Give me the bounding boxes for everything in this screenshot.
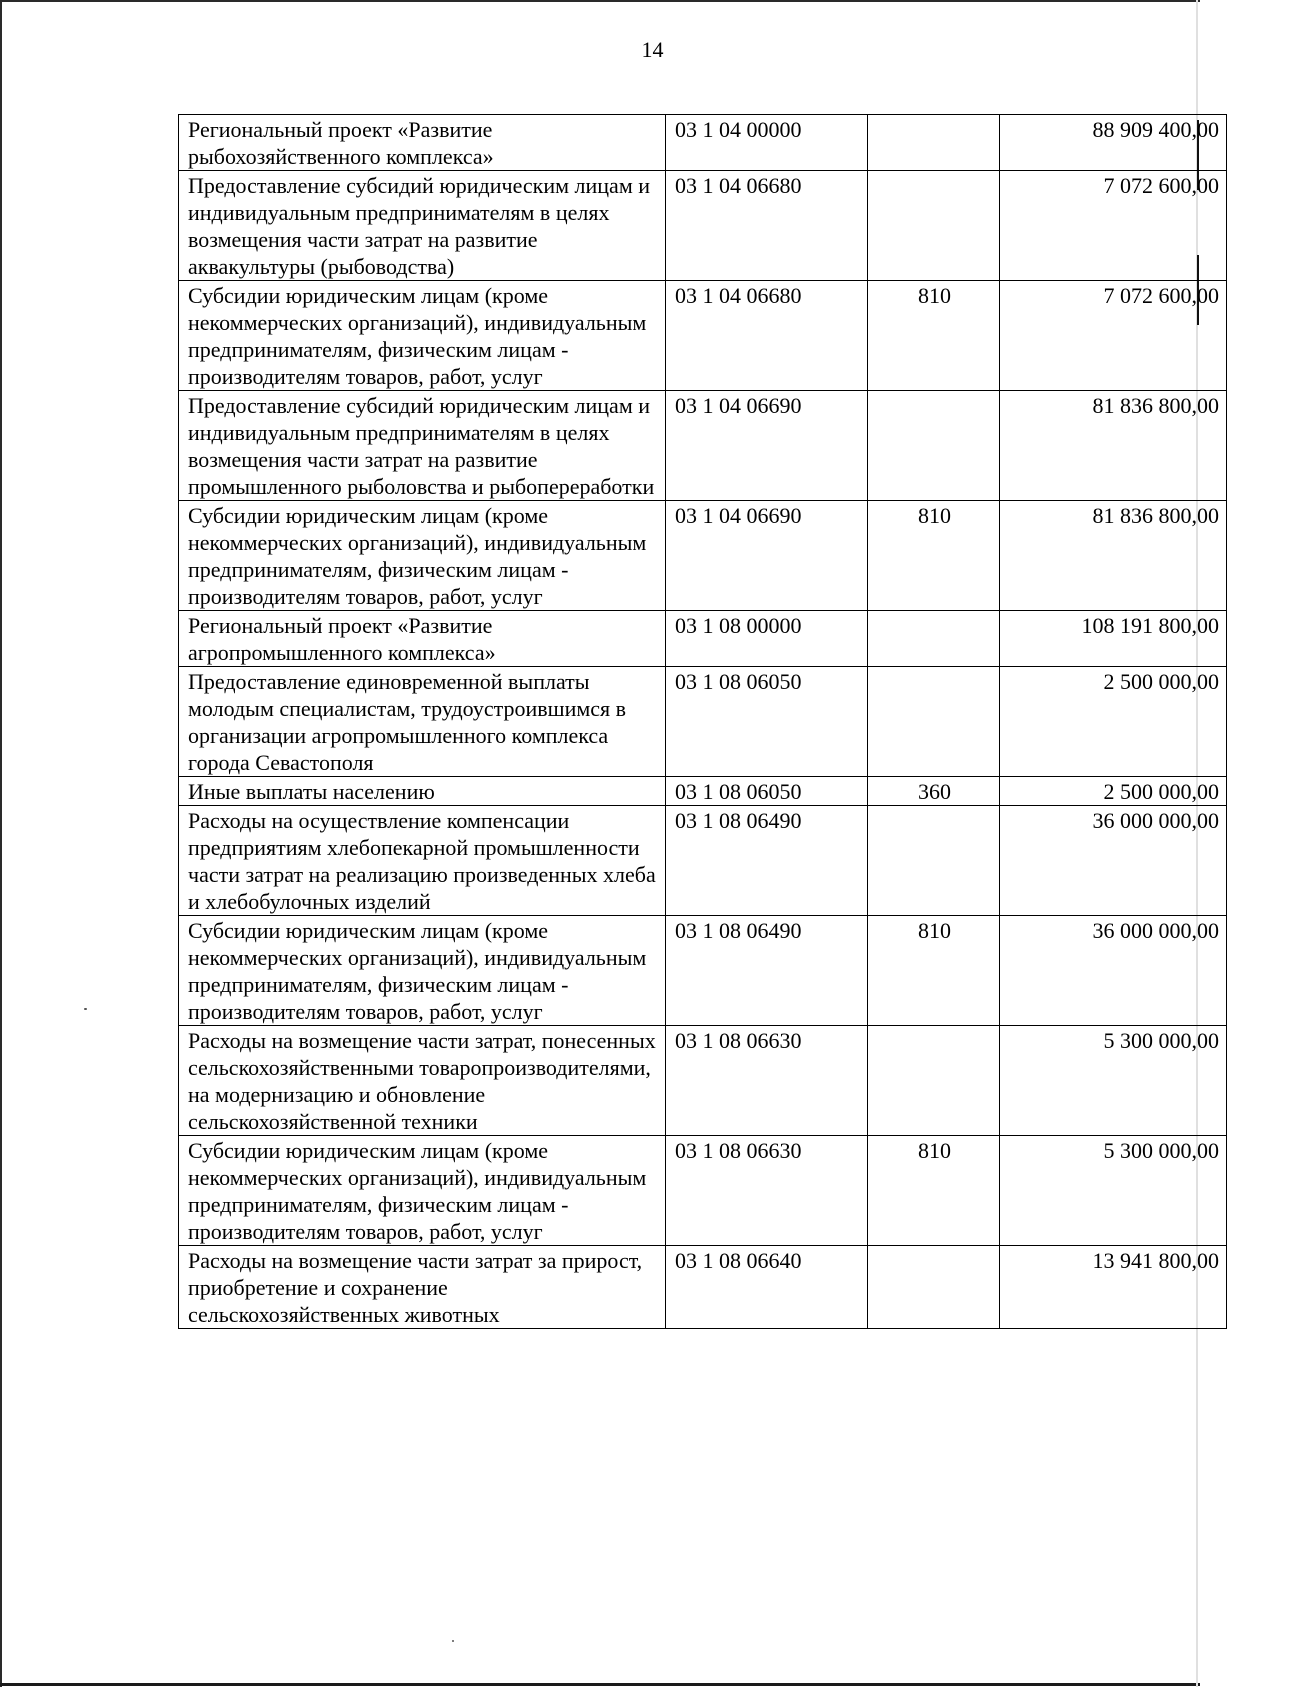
row-expense-type bbox=[868, 1026, 1000, 1136]
row-target-code: 03 1 08 06630 bbox=[666, 1026, 868, 1136]
table-row bbox=[179, 391, 1227, 501]
row-description: Расходы на возмещение части затрат за прирост, приобретение и сохранение сельскохозяйственных животных bbox=[179, 1246, 666, 1329]
row-target-code: 03 1 04 06690 bbox=[666, 391, 868, 501]
page-number: 14 bbox=[641, 37, 664, 62]
row-expense-type bbox=[868, 171, 1000, 281]
row-target-code: 03 1 04 06680 bbox=[666, 171, 868, 281]
row-amount: 36 000 000,00 bbox=[1000, 916, 1227, 1026]
row-expense-type: 810 bbox=[868, 501, 1000, 611]
scan-border-top bbox=[0, 0, 1200, 2]
row-amount: 81 836 800,00 bbox=[1000, 391, 1227, 501]
row-amount: 13 941 800,00 bbox=[1000, 1246, 1227, 1329]
row-target-code: 03 1 04 06690 bbox=[666, 501, 868, 611]
row-target-code: 03 1 08 06640 bbox=[666, 1246, 868, 1329]
row-target-code: 03 1 08 06490 bbox=[666, 806, 868, 916]
table-row bbox=[179, 667, 1227, 777]
scan-border-bottom bbox=[0, 1683, 1200, 1686]
row-expense-type: 810 bbox=[868, 916, 1000, 1026]
row-expense-type bbox=[868, 667, 1000, 777]
row-expense-type bbox=[868, 391, 1000, 501]
row-expense-type: 360 bbox=[868, 777, 1000, 806]
row-description: Субсидии юридическим лицам (кроме некоммерческих организаций), индивидуальным предпринимателям, физическим лицам - производителям товаров, работ, услуг bbox=[179, 916, 666, 1026]
row-target-code: 03 1 04 06680 bbox=[666, 281, 868, 391]
scan-speck bbox=[452, 1640, 454, 1642]
row-description: Субсидии юридическим лицам (кроме некоммерческих организаций), индивидуальным предпринимателям, физическим лицам - производителям товаров, работ, услуг bbox=[179, 501, 666, 611]
row-description: Иные выплаты населению bbox=[179, 777, 666, 806]
table-row bbox=[179, 916, 1227, 1026]
table-row bbox=[179, 611, 1227, 667]
row-target-code: 03 1 08 06490 bbox=[666, 916, 868, 1026]
row-amount: 88 909 400,00 bbox=[1000, 115, 1227, 171]
row-description: Субсидии юридическим лицам (кроме некоммерческих организаций), индивидуальным предпринимателям, физическим лицам - производителям товаров, работ, услуг bbox=[179, 281, 666, 391]
row-description: Региональный проект «Развитие рыбохозяйственного комплекса» bbox=[179, 115, 666, 171]
row-amount: 108 191 800,00 bbox=[1000, 611, 1227, 667]
row-description: Расходы на возмещение части затрат, понесенных сельскохозяйственными товаропроизводителями, на модернизацию и обновление сельскохозяйственной техники bbox=[179, 1026, 666, 1136]
row-amount: 36 000 000,00 bbox=[1000, 806, 1227, 916]
row-description: Региональный проект «Развитие агропромышленного комплекса» bbox=[179, 611, 666, 667]
row-expense-type bbox=[868, 115, 1000, 171]
table-row bbox=[179, 281, 1227, 391]
row-target-code: 03 1 08 06050 bbox=[666, 667, 868, 777]
table-row bbox=[179, 1246, 1227, 1329]
row-target-code: 03 1 08 06050 bbox=[666, 777, 868, 806]
row-amount: 2 500 000,00 bbox=[1000, 667, 1227, 777]
row-description: Предоставление субсидий юридическим лицам и индивидуальным предпринимателям в целях возмещения части затрат на развитие аквакультуры (рыбоводства) bbox=[179, 171, 666, 281]
scan-speck bbox=[84, 1008, 87, 1010]
table-row bbox=[179, 777, 1227, 806]
row-amount: 5 300 000,00 bbox=[1000, 1026, 1227, 1136]
row-expense-type: 810 bbox=[868, 1136, 1000, 1246]
row-description: Предоставление единовременной выплаты молодым специалистам, трудоустроившимся в организации агропромышленного комплекса города Севастополя bbox=[179, 667, 666, 777]
row-target-code: 03 1 08 06630 bbox=[666, 1136, 868, 1246]
row-target-code: 03 1 04 00000 bbox=[666, 115, 868, 171]
row-amount: 81 836 800,00 bbox=[1000, 501, 1227, 611]
budget-table-body bbox=[179, 115, 1227, 1329]
table-row bbox=[179, 115, 1227, 171]
row-description: Предоставление субсидий юридическим лицам и индивидуальным предпринимателям в целях возмещения части затрат на развитие промышленного рыболовства и рыбопереработки bbox=[179, 391, 666, 501]
budget-table bbox=[178, 114, 1227, 1329]
row-target-code: 03 1 08 00000 bbox=[666, 611, 868, 667]
table-row bbox=[179, 1026, 1227, 1136]
table-row bbox=[179, 1136, 1227, 1246]
scan-border-left bbox=[0, 0, 2, 1687]
row-expense-type: 810 bbox=[868, 281, 1000, 391]
row-expense-type bbox=[868, 1246, 1000, 1329]
table-row bbox=[179, 171, 1227, 281]
table-row bbox=[179, 501, 1227, 611]
row-expense-type bbox=[868, 806, 1000, 916]
row-amount: 7 072 600,00 bbox=[1000, 281, 1227, 391]
row-amount: 5 300 000,00 bbox=[1000, 1136, 1227, 1246]
row-amount: 7 072 600,00 bbox=[1000, 171, 1227, 281]
row-description: Расходы на осуществление компенсации предприятиям хлебопекарной промышленности части затрат на реализацию произведенных хлеба и хлебобулочных изделий bbox=[179, 806, 666, 916]
table-row bbox=[179, 806, 1227, 916]
row-amount: 2 500 000,00 bbox=[1000, 777, 1227, 806]
row-expense-type bbox=[868, 611, 1000, 667]
row-description: Субсидии юридическим лицам (кроме некоммерческих организаций), индивидуальным предпринимателям, физическим лицам - производителям товаров, работ, услуг bbox=[179, 1136, 666, 1246]
